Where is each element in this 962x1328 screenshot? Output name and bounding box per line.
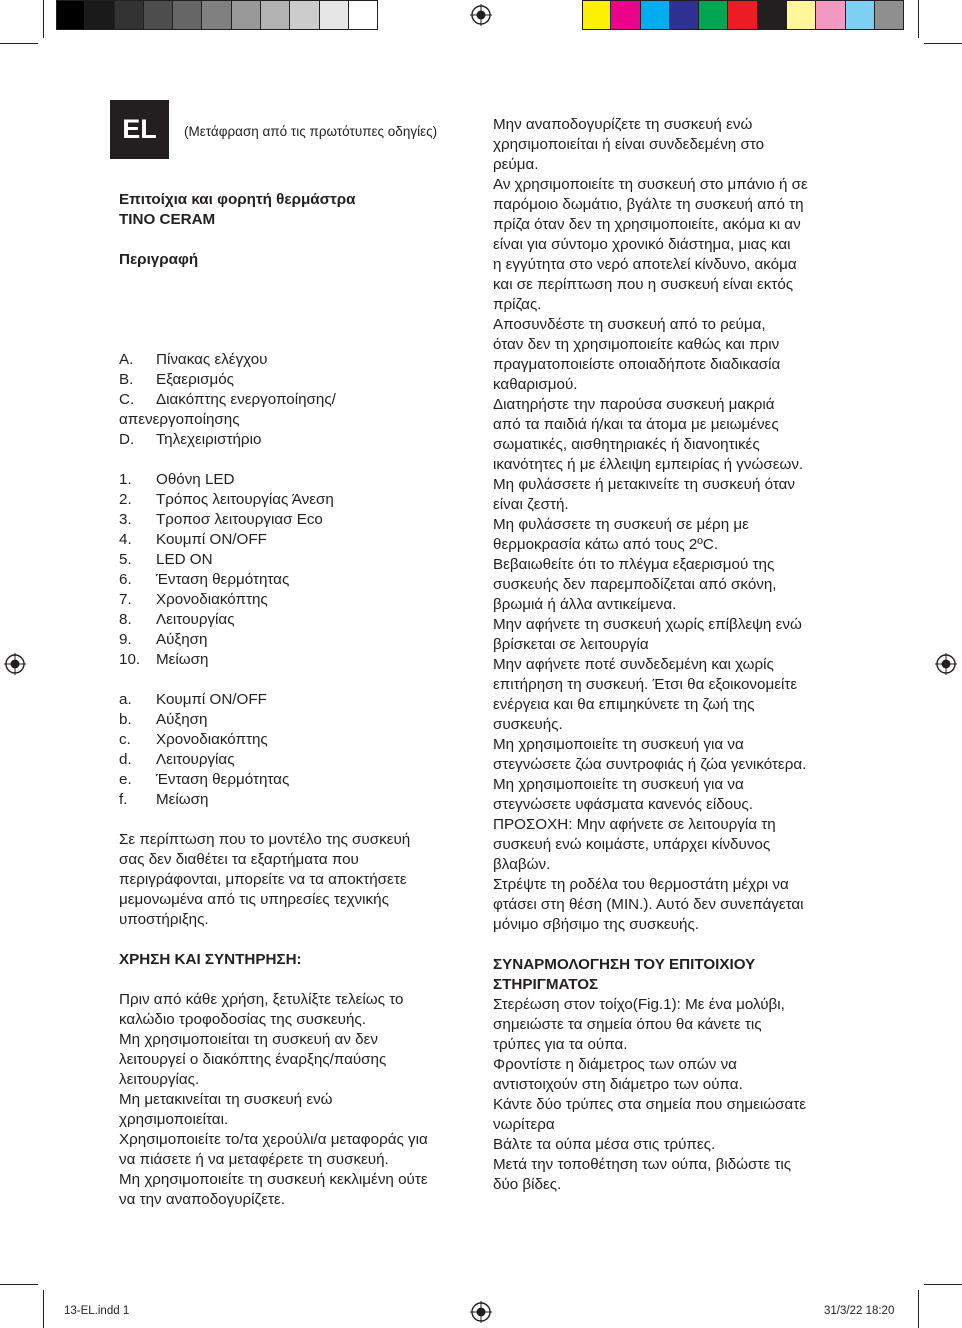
- right-column: [493, 115, 843, 1195]
- text-line: Φροντίστε η διάμετρος των οπών να: [493, 1056, 737, 1073]
- text-line: βρίσκεται σε λειτουργία: [493, 636, 649, 653]
- text-line: στεγνώσετε υφάσματα κανενός είδους.: [493, 796, 753, 813]
- text-line: ΠΡΟΣΟΧΗ: Μην αφήνετε σε λειτουργία τη: [493, 816, 776, 833]
- list-item-label: Ένταση θερμότητας: [156, 771, 290, 788]
- list-item: [119, 490, 464, 510]
- assembly-heading-cont: ΣΤΗΡΙΓΜΑΤΟΣ: [493, 976, 599, 993]
- color-swatch: [611, 0, 640, 30]
- list-item-label: Μείωση: [156, 651, 209, 668]
- list-item-key: 6.: [119, 571, 132, 588]
- crop-mark: [924, 43, 962, 44]
- text-line: Σε περίπτωση που το μοντέλο της συσκευή: [119, 831, 411, 848]
- product-title: Επιτοίχια και φορητή θερμάστρα: [119, 191, 356, 208]
- registration-mark-icon: [4, 653, 26, 675]
- text-line: επιτήρηση τη συσκευή. Έτσι θα εξοικονομείτε: [493, 676, 798, 693]
- list-item: [119, 530, 464, 550]
- text-line: Μην αναποδογυρίζετε τη συσκευή ενώ: [493, 116, 753, 133]
- crop-mark: [924, 1284, 962, 1285]
- list-item-label: Ένταση θερμότητας: [156, 571, 290, 588]
- text-line: Μη χρησιμοποιείται τη συσκευή αν δεν: [119, 1031, 378, 1048]
- list-item: [119, 710, 464, 730]
- list-item-label: Τρόπος λειτουργίας Άνεση: [156, 491, 334, 508]
- list-item-label: Οθόνη LED: [156, 471, 235, 488]
- text-line: Βεβαιωθείτε ότι το πλέγμα εξαερισμού της: [493, 556, 775, 573]
- list-item-key: 9.: [119, 631, 132, 648]
- list-item-label: Χρονοδιακόπτης: [156, 731, 268, 748]
- text-line: στεγνώσετε ζώα συντροφιάς ή ζώα γενικότερα.: [493, 756, 807, 773]
- text-line: βλαβών.: [493, 856, 551, 873]
- text-line: από τα παιδιά ή/και τα άτομα με μειωμένες: [493, 416, 779, 433]
- registration-mark-icon: [935, 653, 957, 675]
- color-swatch: [787, 0, 816, 30]
- usage-heading: ΧΡΗΣΗ ΚΑΙ ΣΥΝΤΗΡΗΣΗ:: [119, 951, 302, 968]
- text-line: τρύπες για τα ούπα.: [493, 1036, 628, 1053]
- list-item-key: 3.: [119, 511, 132, 528]
- text-line: καλώδιο τροφοδοσίας της συσκευής.: [119, 1011, 366, 1028]
- text-line: Χρησιμοποιείτε το/τα χερούλι/α μεταφοράς για: [119, 1131, 428, 1148]
- text-line: ρεύμα.: [493, 156, 539, 173]
- color-swatch: [320, 0, 349, 30]
- color-swatch: [670, 0, 699, 30]
- list-item-key: B.: [119, 371, 134, 388]
- text-line: Κάντε δύο τρύπες στα σημεία που σημειώσατε: [493, 1096, 807, 1113]
- color-swatch: [875, 0, 904, 30]
- language-badge: EL: [110, 100, 169, 159]
- text-line: ενέργεια και θα επιμηκύνετε τη ζωή της: [493, 696, 755, 713]
- list-item: [119, 510, 464, 530]
- color-swatch: [56, 0, 85, 30]
- text-line: είναι ζεστή.: [493, 496, 569, 513]
- text-line: Μη φυλάσσετε ή μετακινείτε τη συσκευή όταν: [493, 476, 796, 493]
- list-item-label: Λειτουργίας: [156, 611, 235, 628]
- text-line: σημειώστε τα σημεία όπου θα κάνετε τις: [493, 1016, 762, 1033]
- color-swatch: [582, 0, 611, 30]
- text-line: υποστήριξης.: [119, 911, 209, 928]
- list-item-label: Κουμπί ON/OFF: [156, 691, 267, 708]
- parts-list: [119, 350, 464, 450]
- list-item-key: 7.: [119, 591, 132, 608]
- list-item: [119, 550, 464, 570]
- list-item-key: 8.: [119, 611, 132, 628]
- grayscale-swatch-bar: [56, 0, 378, 30]
- text-line: Πριν από κάθε χρήση, ξετυλίξτε τελείως το: [119, 991, 404, 1008]
- control-panel-list: [119, 470, 464, 670]
- product-model: TINO CERAM: [119, 211, 216, 228]
- list-item-label: Εξαερισμός: [156, 371, 234, 388]
- color-swatch: [699, 0, 728, 30]
- list-item: [119, 370, 464, 390]
- color-swatch: [144, 0, 173, 30]
- list-item-key: C.: [119, 391, 135, 408]
- text-line: καθαρισμού.: [493, 376, 578, 393]
- text-line: πρίζας.: [493, 296, 542, 313]
- list-item-label: Χρονοδιακόπτης: [156, 591, 268, 608]
- list-item-key: 5.: [119, 551, 132, 568]
- text-line: πρίζα όταν δεν τη χρησιμοποιείτε, ακόμα κι αν: [493, 216, 801, 233]
- color-swatch: [290, 0, 319, 30]
- color-swatch: [758, 0, 787, 30]
- text-line: Μη χρησιμοποιείτε τη συσκευή για να: [493, 736, 744, 753]
- text-line: Μη χρησιμοποιείτε τη συσκευή κεκλιμένη ούτε: [119, 1171, 428, 1188]
- text-line: Αν χρησιμοποιείτε τη συσκευή στο μπάνιο ή σε: [493, 176, 808, 193]
- text-line: δύο βίδες.: [493, 1176, 562, 1193]
- list-item: [119, 690, 464, 710]
- text-line: Μη μετακινείται τη συσκευή ενώ: [119, 1091, 333, 1108]
- color-swatch: [846, 0, 875, 30]
- remote-control-list: [119, 690, 464, 810]
- list-item-label: Διακόπτης ενεργοποίησης/: [156, 391, 336, 408]
- text-line: θερμοκρασία κάτω από τους 2ºC.: [493, 536, 719, 553]
- crop-mark: [918, 1290, 919, 1328]
- color-swatch: [641, 0, 670, 30]
- text-line: σωματικές, αισθητηριακές ή διανοητικές: [493, 436, 760, 453]
- text-line: Μη φυλάσσετε τη συσκευή σε μέρη με: [493, 516, 749, 533]
- accessories-note: [119, 830, 464, 930]
- list-item-key: 1.: [119, 471, 132, 488]
- list-item-key: a.: [119, 691, 132, 708]
- footer-timestamp: 31/3/22 18:20: [824, 1305, 895, 1317]
- color-swatch: [85, 0, 114, 30]
- list-item: [119, 730, 464, 750]
- text-line: αντιστοιχούν στη διάμετρο των ούπα.: [493, 1076, 743, 1093]
- list-item: [119, 470, 464, 490]
- registration-mark-icon: [470, 1301, 492, 1323]
- list-item: [119, 650, 464, 670]
- list-item-label: LED ON: [156, 551, 213, 568]
- list-item-key: A.: [119, 351, 134, 368]
- list-item: [119, 570, 464, 590]
- text-line: σας δεν διαθέτει τα εξαρτήματα που: [119, 851, 359, 868]
- color-swatch: [349, 0, 378, 30]
- text-line: Βάλτε τα ούπα μέσα στις τρύπες.: [493, 1136, 716, 1153]
- list-item: [119, 610, 464, 630]
- text-line: περιγράφονται, μπορείτε να τα αποκτήσετε: [119, 871, 407, 888]
- text-line: όταν δεν τη χρησιμοποιείτε καθώς και πριν: [493, 336, 780, 353]
- text-line: Στερέωση στον τοίχο(Fig.1): Με ένα μολύβι,: [493, 996, 785, 1013]
- list-item-key: e.: [119, 771, 132, 788]
- color-swatch: [232, 0, 261, 30]
- list-item-label: Κουμπί ON/OFF: [156, 531, 267, 548]
- list-item-label: Τροποσ λειτουργιασ Eco: [156, 511, 323, 528]
- footer-filename: 13-EL.indd 1: [64, 1305, 130, 1317]
- list-item-key: d.: [119, 751, 132, 768]
- text-line: βρωμιά ή άλλα αντικείμενα.: [493, 596, 677, 613]
- list-item: [119, 590, 464, 610]
- text-line: συσκευής δεν παρεμποδίζεται από σκόνη,: [493, 576, 777, 593]
- text-line: να πιάσετε ή να μεταφέρετε τη συσκευή.: [119, 1151, 389, 1168]
- list-item-key: b.: [119, 711, 132, 728]
- text-line: συσκευής.: [493, 716, 563, 733]
- list-item-label: Λειτουργίας: [156, 751, 235, 768]
- color-swatch: [202, 0, 231, 30]
- text-line: να την αναποδογυρίζετε.: [119, 1191, 285, 1208]
- registration-mark-icon: [470, 4, 492, 26]
- list-item: [119, 410, 464, 430]
- text-line: Μη χρησιμοποιείτε τη συσκευή για να: [493, 776, 744, 793]
- list-item: [119, 630, 464, 650]
- text-line: παρόμοιο δωμάτιο, βγάλτε τη συσκευή από τη: [493, 196, 804, 213]
- text-line: Μετά την τοποθέτηση των ούπα, βιδώστε τις: [493, 1156, 792, 1173]
- color-swatch-bar: [582, 0, 904, 30]
- list-item: [119, 790, 464, 810]
- description-heading: Περιγραφή: [119, 251, 199, 268]
- text-line: πραγματοποιείστε οποιαδήποτε διαδικασία: [493, 356, 781, 373]
- list-item-key: c.: [119, 731, 131, 748]
- text-line: λειτουργίας.: [119, 1071, 200, 1088]
- list-item: [119, 390, 464, 410]
- text-line: χρησιμοποιείται ή είναι συνδεδεμένη στο: [493, 136, 765, 153]
- text-line: μόνιμο σβήσιμο της συσκευής.: [493, 916, 699, 933]
- assembly-heading: ΣΥΝΑΡΜΟΛΟΓΗΣΗ ΤΟΥ ΕΠΙΤΟΙΧΙΟΥ: [493, 956, 756, 973]
- color-swatch: [173, 0, 202, 30]
- crop-mark: [43, 0, 44, 38]
- list-item-label: Αύξηση: [156, 631, 208, 648]
- list-item: [119, 770, 464, 790]
- text-line: Διατηρήστε την παρούσα συσκευή μακριά: [493, 396, 775, 413]
- list-item-label: απενεργοποίησης: [119, 411, 240, 428]
- list-item-key: f.: [119, 791, 128, 808]
- list-item-label: Αύξηση: [156, 711, 208, 728]
- text-line: η εγγύτητα στο νερό αποτελεί κίνδυνο, ακόμα: [493, 256, 797, 273]
- translation-note: (Μετάφραση από τις πρωτότυπες οδηγίες): [184, 124, 438, 139]
- list-item-key: D.: [119, 431, 135, 448]
- assembly-text: [493, 995, 843, 1195]
- text-line: λειτουργεί ο διακόπτης έναρξης/παύσης: [119, 1051, 387, 1068]
- list-item: [119, 750, 464, 770]
- text-line: Αποσυνδέστε τη συσκευή από το ρεύμα,: [493, 316, 766, 333]
- text-line: συσκευή ενώ κοιμάστε, υπάρχει κίνδυνος: [493, 836, 771, 853]
- color-swatch: [261, 0, 290, 30]
- text-line: Μην αφήνετε τη συσκευή χωρίς επίβλεψη ενώ: [493, 616, 802, 633]
- color-swatch: [115, 0, 144, 30]
- text-line: Μην αφήνετε ποτέ συνδεδεμένη και χωρίς: [493, 656, 774, 673]
- list-item: [119, 350, 464, 370]
- left-column: [119, 190, 464, 1210]
- text-line: μεμονωμένα από τις υπηρεσίες τεχνικής: [119, 891, 389, 908]
- text-line: ικανότητες ή με έλλειψη εμπειρίας ή γνώσεων.: [493, 456, 804, 473]
- crop-mark: [0, 1284, 38, 1285]
- list-item-label: Τηλεχειριστήριο: [156, 431, 262, 448]
- text-line: Στρέψτε τη ροδέλα του θερμοστάτη μέχρι να: [493, 876, 789, 893]
- text-line: φτάσει στη θέση (MIN.). Αυτό δεν συνεπάγεται: [493, 896, 804, 913]
- crop-mark: [918, 0, 919, 38]
- color-swatch: [728, 0, 757, 30]
- crop-mark: [43, 1290, 44, 1328]
- list-item-key: 4.: [119, 531, 132, 548]
- crop-mark: [0, 43, 38, 44]
- list-item-key: 2.: [119, 491, 132, 508]
- usage-text-left: [119, 990, 464, 1210]
- usage-text-right: [493, 115, 843, 935]
- text-line: νωρίτερα: [493, 1116, 555, 1133]
- color-swatch: [816, 0, 845, 30]
- list-item-label: Μείωση: [156, 791, 209, 808]
- list-item-key: 10.: [119, 651, 141, 668]
- text-line: χρησιμοποιείται.: [119, 1111, 229, 1128]
- text-line: και σε περίπτωση που η συσκευή είναι εκτός: [493, 276, 794, 293]
- list-item: [119, 430, 464, 450]
- text-line: είναι για σύντομο χρονικό διάστημα, μιας και: [493, 236, 791, 253]
- list-item-label: Πίνακας ελέγχου: [156, 351, 268, 368]
